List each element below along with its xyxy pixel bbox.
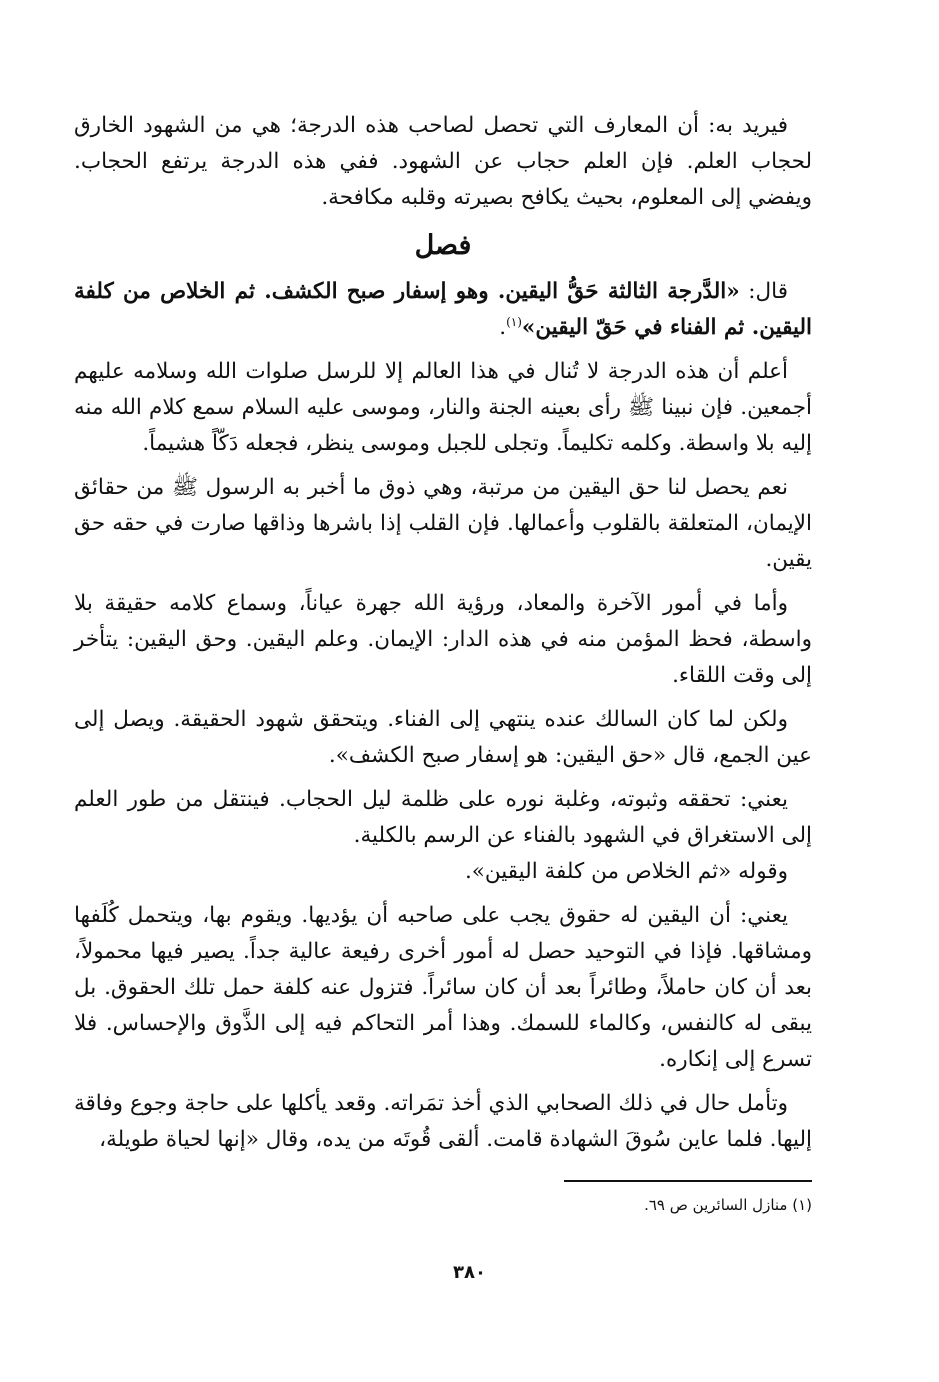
paragraph-2-prefix: قال: (739, 279, 788, 304)
paragraph-7: يعني: تحققه وثبوته، وغلبة نوره على ظلمة ليل الحجاب. فينتقل من طور العلم إلى الاستغراق في الشهود بالفناء عن الرسم بالكلية. (74, 787, 812, 848)
page-number: ٣٨٠ (453, 1262, 486, 1283)
paragraph-3: أعلم أن هذه الدرجة لا تُنال في هذا العالم إلا للرسل صلوات الله وسلامه عليهم أجمعين. فإن نبينا ﷺ رأى بعينه الجنة والنار، وموسى عليه السلام سمع كلام الله منه إليه بلا واسطة. وكلمه تكليماً. وتجلى للجبل وموسى ينظر، فجعله دَكّاً هشيماً. (74, 359, 812, 456)
paragraph-5: وأما في أمور الآخرة والمعاد، ورؤية الله جهرة عياناً، وسماع كلامه حقيقة بلا واسطة، فحظ المؤمن منه في هذه الدار: الإيمان. وعلم اليقين. وحق اليقين: يتأخر إلى وقت اللقاء. (74, 591, 812, 688)
page-body (74, 108, 812, 1166)
paragraph-4: نعم يحصل لنا حق اليقين من مرتبة، وهي ذوق ما أخبر به الرسول ﷺ من حقائق الإيمان، المتعلقة بالقلوب وأعمالها. فإن القلب إذا باشرها وذاقها صارت في حقه حق يقين. (74, 475, 812, 572)
footnote: (١) منازل السائرين ص ٦٩. (644, 1196, 812, 1214)
quoted-text: «الدَّرجة الثالثة حَقُّ اليقين. وهو إسفار صبح الكشف. ثم الخلاص من كلفة اليقين. ثم الفناء في حَقّ اليقين» (74, 279, 812, 340)
footnote-reference: (١) (506, 314, 522, 329)
paragraph-9: يعني: أن اليقين له حقوق يجب على صاحبه أن يؤديها. ويقوم بها، ويتحمل كُلَفها ومشاقها. فإذا في التوحيد حصل له أمور أخرى رفيعة عالية جداً. يصير فيها محمولاً، بعد أن كان حاملاً، وطائراً بعد أن كان سائراً. فتزول عنه كلفة حمل تلك الحقوق. بل يبقى له كالنفس، وكالماء للسمك. وهذا أمر التحاكم فيه إلى الذَّوق والإحساس. فلا تسرع إلى إنكاره. (74, 903, 812, 1072)
paragraph-6: ولكن لما كان السالك عنده ينتهي إلى الفناء. ويتحقق شهود الحقيقة. ويصل إلى عين الجمع، قال «حق اليقين: هو إسفار صبح الكشف». (74, 707, 812, 768)
section-heading: فصل (414, 230, 472, 261)
paragraph-2-end: . (499, 315, 507, 340)
paragraph-8: وقوله «ثم الخلاص من كلفة اليقين». (464, 859, 788, 884)
paragraph-2 (74, 274, 812, 346)
footnote-divider (564, 1180, 812, 1182)
paragraph-1: فيريد به: أن المعارف التي تحصل لصاحب هذه الدرجة؛ هي من الشهود الخارق لحجاب العلم. فإن العلم حجاب عن الشهود. ففي هذه الدرجة يرتفع الحجاب. ويفضي إلى المعلوم، بحيث يكافح بصيرته وقلبه مكافحة. (74, 113, 812, 210)
paragraph-10: وتأمل حال في ذلك الصحابي الذي أخذ تمَراته. وقعد يأكلها على حاجة وجوع وفاقة إليها. فلما عاين سُوقَ الشهادة قامت. ألقى قُوتَه من يده، وقال «إنها لحياة طويلة، (74, 1091, 812, 1152)
